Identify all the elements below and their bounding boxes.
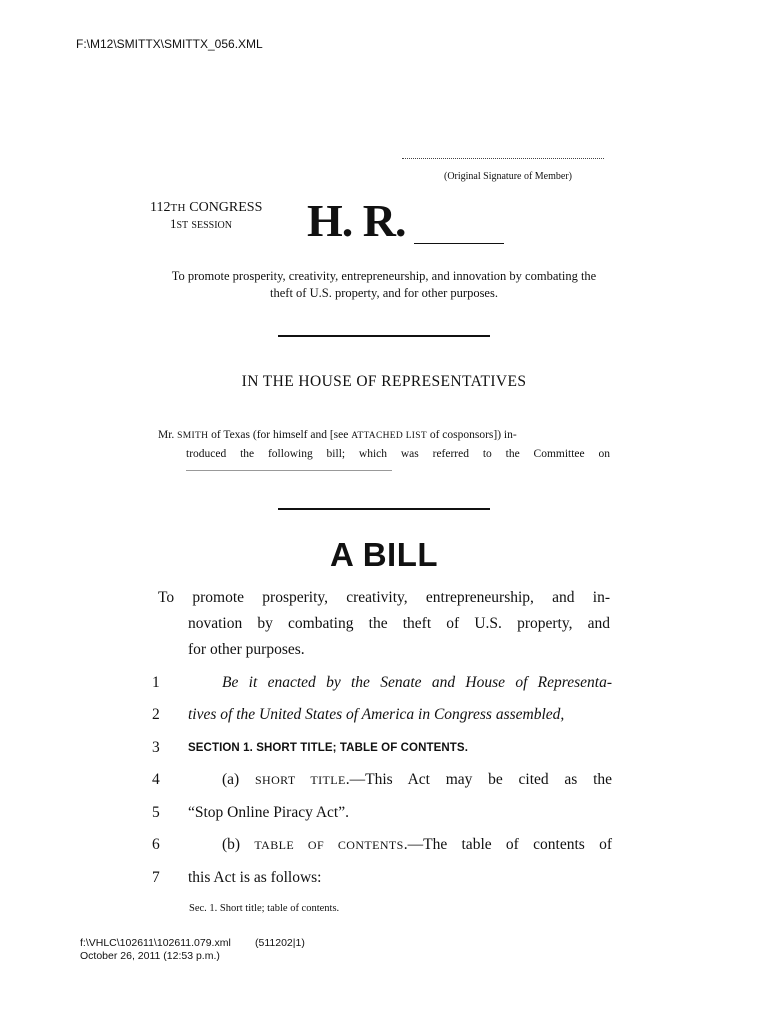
- bill-line: [150, 836, 612, 858]
- line-number: 5: [152, 804, 160, 821]
- divider-rule: [278, 508, 490, 510]
- footer-file: f:\VHLC\102611\102611.079.xml: [80, 937, 231, 949]
- signature-line: [402, 158, 604, 159]
- bill-line: [150, 771, 612, 793]
- file-path: F:\M12\SMITTX\SMITTX_056.XML: [76, 37, 263, 51]
- line-text: tives of the United States of America in Congress assembled,: [188, 706, 565, 723]
- line-number: 2: [152, 706, 160, 723]
- bill-line: [150, 706, 612, 728]
- line-text: this Act is as follows:: [188, 869, 322, 886]
- hr-label: H. R.: [307, 195, 406, 246]
- subsection-label: TABLE OF CONTENTS: [254, 838, 404, 852]
- bill-number-blank: [414, 243, 504, 244]
- bill-title: A BILL: [329, 536, 439, 573]
- section-heading: SECTION 1. SHORT TITLE; TABLE OF CONTENTS.: [188, 742, 468, 754]
- sponsor-name: SMITH: [177, 431, 209, 441]
- committee-blank: [186, 470, 392, 471]
- footer-code: (511202|1): [255, 937, 305, 949]
- line-number: 1: [152, 674, 160, 691]
- purpose-long: [158, 585, 610, 663]
- line-text: “Stop Online Piracy Act”.: [188, 804, 349, 821]
- intro-text: Mr.: [158, 429, 175, 441]
- congress-label: [150, 200, 262, 216]
- congress-suffix: TH: [170, 202, 186, 214]
- line-text: [188, 836, 612, 854]
- house-heading: IN THE HOUSE OF REPRESENTATIVES: [241, 373, 527, 390]
- line-number: 6: [152, 836, 160, 853]
- intro-text: of Texas (for himself and [see: [211, 429, 349, 441]
- line-number: 4: [152, 771, 160, 788]
- introduction: [158, 426, 610, 463]
- session-number: 1: [170, 216, 177, 231]
- purpose-row: novation by combating the theft of U.S. property, and: [188, 615, 610, 632]
- toc-entry: Sec. 1. Short title; table of contents.: [189, 903, 340, 914]
- line-number: 3: [152, 739, 160, 756]
- bill-line: [150, 869, 612, 891]
- attached-list: ATTACHED LIST: [351, 431, 427, 441]
- signature-caption: (Original Signature of Member): [443, 171, 573, 182]
- purpose-row: for other purposes.: [188, 641, 305, 658]
- line-number: 7: [152, 869, 160, 886]
- subsection-label: SHORT TITLE: [254, 773, 346, 787]
- purpose-short: To promote prosperity, creativity, entrepreneurship, and innovation by combating the theft of U.S. property, and for other purposes.: [171, 269, 597, 300]
- line-text: Be it enacted by the Senate and House of Representa-: [222, 674, 612, 691]
- intro-line-2: troduced the following bill; which was referred to the Committee on: [186, 448, 610, 460]
- subsection-marker: (b): [222, 836, 241, 853]
- bill-line: [150, 739, 612, 761]
- line-text: .—This Act may be cited as the: [345, 771, 613, 788]
- intro-text: of cosponsors]) in-: [429, 429, 517, 441]
- divider-rule: [278, 335, 490, 337]
- congress-number: 112: [150, 200, 171, 215]
- footer-date: October 26, 2011 (12:53 p.m.): [80, 950, 220, 962]
- bill-line: [150, 804, 612, 826]
- subsection-marker: (a): [222, 771, 240, 788]
- session-word: SESSION: [191, 220, 232, 231]
- session-suffix: ST: [176, 220, 189, 231]
- purpose-row: To promote prosperity, creativity, entrepreneurship, and in-: [158, 589, 610, 606]
- line-text: .—The table of contents of: [403, 836, 612, 853]
- congress-word: CONGRESS: [189, 200, 263, 215]
- line-text: [188, 771, 612, 789]
- bill-line: [150, 674, 612, 696]
- session-label: [170, 216, 232, 232]
